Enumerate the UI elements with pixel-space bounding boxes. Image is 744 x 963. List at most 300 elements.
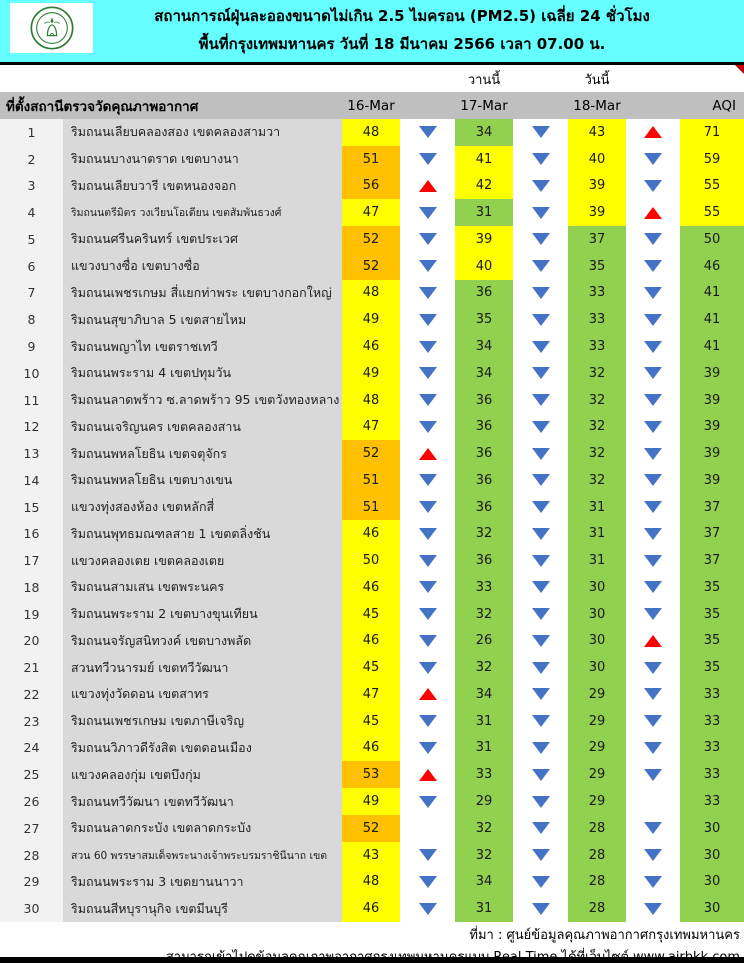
- station-name: ริมถนนตรีมิตร วงเวียนโอเดียน เขตสัมพันธวงศ์: [63, 199, 342, 226]
- pm25-value-16mar: 51: [342, 494, 400, 521]
- column-header-aqi: AQI: [712, 97, 736, 114]
- trend-down-icon: [644, 448, 662, 460]
- trend-down-icon: [644, 555, 662, 567]
- aqi-value: 33: [680, 681, 744, 708]
- trend-cell-1: [400, 708, 455, 735]
- pm25-value-18mar: 29: [568, 761, 626, 788]
- station-name: ริมถนนพระราม 3 เขตยานนาวา: [63, 868, 342, 895]
- trend-down-icon: [644, 849, 662, 861]
- trend-cell-3: [626, 119, 680, 146]
- pm25-value-18mar: 29: [568, 681, 626, 708]
- station-number: 14: [0, 467, 63, 494]
- trend-cell-3: [626, 199, 680, 226]
- trend-down-icon: [532, 715, 550, 727]
- trend-cell-1: [400, 815, 455, 842]
- pm25-value-17mar: 33: [455, 761, 513, 788]
- station-number: 8: [0, 306, 63, 333]
- trend-cell-1: [400, 360, 455, 387]
- trend-cell-2: [513, 761, 568, 788]
- trend-cell-1: [400, 761, 455, 788]
- pm25-value-17mar: 36: [455, 547, 513, 574]
- station-number: 27: [0, 815, 63, 842]
- trend-cell-3: [626, 360, 680, 387]
- table-row: [0, 574, 744, 601]
- aqi-value: 33: [680, 708, 744, 735]
- aqi-value: 41: [680, 306, 744, 333]
- trend-down-icon: [644, 501, 662, 513]
- trend-cell-3: [626, 387, 680, 414]
- station-name: ริมถนนลาดกระบัง เขตลาดกระบัง: [63, 815, 342, 842]
- table-body: [0, 119, 744, 922]
- trend-up-icon: [419, 180, 437, 192]
- pm25-value-18mar: 32: [568, 360, 626, 387]
- pm25-value-18mar: 28: [568, 895, 626, 922]
- trend-down-icon: [644, 769, 662, 781]
- pm25-value-18mar: 33: [568, 333, 626, 360]
- trend-down-icon: [644, 394, 662, 406]
- pm25-value-17mar: 31: [455, 895, 513, 922]
- pm25-value-18mar: 28: [568, 868, 626, 895]
- table-row: [0, 173, 744, 200]
- trend-down-icon: [644, 715, 662, 727]
- trend-cell-2: [513, 387, 568, 414]
- aqi-value: 55: [680, 199, 744, 226]
- station-number: 23: [0, 708, 63, 735]
- aqi-value: 39: [680, 360, 744, 387]
- station-number: 11: [0, 387, 63, 414]
- pm25-value-17mar: 36: [455, 280, 513, 307]
- pm25-value-16mar: 51: [342, 146, 400, 173]
- station-name: แขวงบางซื่อ เขตบางซื่อ: [63, 253, 342, 280]
- trend-cell-3: [626, 895, 680, 922]
- column-header-17mar: 17-Mar: [460, 97, 508, 114]
- column-header-station: ที่ตั้งสถานีตรวจวัดคุณภาพอากาศ: [6, 98, 199, 115]
- table-row: [0, 735, 744, 762]
- table-row: [0, 520, 744, 547]
- station-name: ริมถนนลาดพร้าว ซ.ลาดพร้าว 95 เขตวังทองหลาง: [63, 387, 342, 414]
- pm25-value-17mar: 36: [455, 494, 513, 521]
- pm25-value-18mar: 32: [568, 387, 626, 414]
- pm25-value-17mar: 34: [455, 681, 513, 708]
- station-number: 5: [0, 226, 63, 253]
- trend-cell-3: [626, 413, 680, 440]
- bottom-divider: [0, 957, 744, 963]
- station-name: ริมถนนพุทธมณฑลสาย 1 เขตตลิ่งชัน: [63, 520, 342, 547]
- trend-cell-1: [400, 440, 455, 467]
- trend-down-icon: [419, 207, 437, 219]
- pm25-value-18mar: 30: [568, 628, 626, 655]
- table-row: [0, 815, 744, 842]
- pm25-value-17mar: 34: [455, 119, 513, 146]
- trend-cell-2: [513, 708, 568, 735]
- trend-down-icon: [532, 233, 550, 245]
- aqi-value: 71: [680, 119, 744, 146]
- station-name: ริมถนนจรัญสนิทวงค์ เขตบางพลัด: [63, 628, 342, 655]
- table-row: [0, 654, 744, 681]
- trend-cell-2: [513, 306, 568, 333]
- aqi-value: 46: [680, 253, 744, 280]
- trend-cell-2: [513, 440, 568, 467]
- sub-label-band: [0, 65, 744, 92]
- trend-cell-3: [626, 520, 680, 547]
- pm25-value-17mar: 31: [455, 735, 513, 762]
- trend-cell-1: [400, 628, 455, 655]
- trend-down-icon: [532, 876, 550, 888]
- trend-cell-1: [400, 868, 455, 895]
- station-number: 1: [0, 119, 63, 146]
- trend-cell-1: [400, 494, 455, 521]
- pm25-value-16mar: 48: [342, 280, 400, 307]
- trend-cell-3: [626, 868, 680, 895]
- pm25-value-17mar: 32: [455, 601, 513, 628]
- trend-cell-3: [626, 842, 680, 869]
- trend-down-icon: [419, 581, 437, 593]
- pm25-value-18mar: 39: [568, 199, 626, 226]
- trend-down-icon: [532, 581, 550, 593]
- trend-down-icon: [419, 314, 437, 326]
- pm25-value-17mar: 31: [455, 199, 513, 226]
- trend-cell-2: [513, 226, 568, 253]
- trend-cell-1: [400, 146, 455, 173]
- aqi-value: 50: [680, 226, 744, 253]
- trend-cell-3: [626, 788, 680, 815]
- trend-cell-3: [626, 815, 680, 842]
- aqi-value: 59: [680, 146, 744, 173]
- trend-down-icon: [532, 688, 550, 700]
- pm25-value-18mar: 30: [568, 601, 626, 628]
- pm25-value-18mar: 43: [568, 119, 626, 146]
- trend-down-icon: [532, 126, 550, 138]
- trend-cell-2: [513, 520, 568, 547]
- station-name: ริมถนนเลียบวารี เขตหนองจอก: [63, 173, 342, 200]
- trend-cell-3: [626, 547, 680, 574]
- trend-cell-2: [513, 868, 568, 895]
- aqi-value: 41: [680, 333, 744, 360]
- station-number: 19: [0, 601, 63, 628]
- trend-down-icon: [419, 876, 437, 888]
- pm25-value-18mar: 29: [568, 735, 626, 762]
- trend-cell-2: [513, 253, 568, 280]
- trend-cell-3: [626, 761, 680, 788]
- aqi-value: 41: [680, 280, 744, 307]
- trend-up-icon: [644, 635, 662, 647]
- table-row: [0, 494, 744, 521]
- trend-down-icon: [419, 662, 437, 674]
- pm25-value-17mar: 32: [455, 654, 513, 681]
- trend-down-icon: [532, 260, 550, 272]
- trend-down-icon: [644, 608, 662, 620]
- table-row: [0, 360, 744, 387]
- station-number: 29: [0, 868, 63, 895]
- trend-down-icon: [644, 903, 662, 915]
- pm25-value-17mar: 35: [455, 306, 513, 333]
- station-number: 30: [0, 895, 63, 922]
- trend-cell-1: [400, 467, 455, 494]
- station-number: 26: [0, 788, 63, 815]
- pm25-value-16mar: 48: [342, 868, 400, 895]
- pm25-value-17mar: 29: [455, 788, 513, 815]
- trend-cell-3: [626, 467, 680, 494]
- station-number: 25: [0, 761, 63, 788]
- trend-down-icon: [532, 287, 550, 299]
- pm25-value-18mar: 31: [568, 547, 626, 574]
- trend-cell-1: [400, 413, 455, 440]
- station-number: 15: [0, 494, 63, 521]
- pm25-value-17mar: 40: [455, 253, 513, 280]
- table-row: [0, 467, 744, 494]
- station-name: ริมถนนสุขาภิบาล 5 เขตสายไหม: [63, 306, 342, 333]
- trend-down-icon: [532, 153, 550, 165]
- station-number: 24: [0, 735, 63, 762]
- pm25-value-18mar: 37: [568, 226, 626, 253]
- pm25-value-16mar: 52: [342, 440, 400, 467]
- trend-down-icon: [419, 394, 437, 406]
- trend-down-icon: [644, 314, 662, 326]
- pm25-value-16mar: 48: [342, 387, 400, 414]
- station-number: 12: [0, 413, 63, 440]
- trend-cell-1: [400, 199, 455, 226]
- trend-cell-1: [400, 681, 455, 708]
- trend-cell-2: [513, 628, 568, 655]
- station-name: แขวงคลองเตย เขตคลองเตย: [63, 547, 342, 574]
- station-number: 4: [0, 199, 63, 226]
- table-row: [0, 440, 744, 467]
- pm25-value-17mar: 36: [455, 467, 513, 494]
- trend-up-icon: [419, 448, 437, 460]
- trend-cell-2: [513, 494, 568, 521]
- trend-down-icon: [532, 180, 550, 192]
- pm25-value-16mar: 46: [342, 895, 400, 922]
- pm25-value-18mar: 33: [568, 280, 626, 307]
- aqi-value: 37: [680, 547, 744, 574]
- station-name: ริมถนนพหลโยธิน เขตจตุจักร: [63, 440, 342, 467]
- trend-cell-2: [513, 601, 568, 628]
- station-name: ริมถนนบางนาตราด เขตบางนา: [63, 146, 342, 173]
- aqi-value: 39: [680, 413, 744, 440]
- pm25-value-17mar: 32: [455, 842, 513, 869]
- station-number: 17: [0, 547, 63, 574]
- trend-down-icon: [644, 581, 662, 593]
- station-name: ริมถนนทวีวัฒนา เขตทวีวัฒนา: [63, 788, 342, 815]
- station-number: 20: [0, 628, 63, 655]
- trend-cell-2: [513, 119, 568, 146]
- trend-down-icon: [419, 233, 437, 245]
- title-banner: [0, 0, 744, 65]
- trend-cell-3: [626, 280, 680, 307]
- pm25-value-16mar: 47: [342, 681, 400, 708]
- trend-down-icon: [419, 153, 437, 165]
- aqi-value: 30: [680, 895, 744, 922]
- trend-up-icon: [644, 126, 662, 138]
- trend-down-icon: [532, 822, 550, 834]
- table-header-row: [0, 92, 744, 119]
- trend-cell-3: [626, 253, 680, 280]
- pm25-value-16mar: 53: [342, 761, 400, 788]
- station-name: ริมถนนเพชรเกษม สี่แยกท่าพระ เขตบางกอกใหญ่: [63, 280, 342, 307]
- trend-down-icon: [532, 635, 550, 647]
- station-name: แขวงทุ่งสองห้อง เขตหลักสี่: [63, 494, 342, 521]
- trend-down-icon: [644, 233, 662, 245]
- trend-cell-1: [400, 226, 455, 253]
- pm25-value-16mar: 46: [342, 333, 400, 360]
- trend-cell-1: [400, 119, 455, 146]
- station-name: ริมถนนพญาไท เขตราชเทวี: [63, 333, 342, 360]
- trend-down-icon: [419, 287, 437, 299]
- station-name: ริมถนนสามเสน เขตพระนคร: [63, 574, 342, 601]
- trend-up-icon: [644, 207, 662, 219]
- pm25-value-16mar: 45: [342, 654, 400, 681]
- trend-down-icon: [532, 367, 550, 379]
- trend-down-icon: [419, 742, 437, 754]
- trend-cell-3: [626, 628, 680, 655]
- pm25-value-17mar: 34: [455, 360, 513, 387]
- station-number: 16: [0, 520, 63, 547]
- trend-cell-2: [513, 173, 568, 200]
- pm25-value-17mar: 36: [455, 387, 513, 414]
- trend-cell-1: [400, 574, 455, 601]
- aqi-value: 35: [680, 628, 744, 655]
- station-name: ริมถนนเจริญนคร เขตคลองสาน: [63, 413, 342, 440]
- pm25-value-16mar: 52: [342, 253, 400, 280]
- trend-down-icon: [419, 501, 437, 513]
- trend-down-icon: [644, 742, 662, 754]
- pm25-value-16mar: 46: [342, 735, 400, 762]
- trend-down-icon: [644, 367, 662, 379]
- pm25-value-17mar: 33: [455, 574, 513, 601]
- pm25-value-16mar: 46: [342, 574, 400, 601]
- trend-cell-1: [400, 547, 455, 574]
- aqi-value: 30: [680, 815, 744, 842]
- pm25-value-16mar: 56: [342, 173, 400, 200]
- station-name: ริมถนนพหลโยธิน เขตบางเขน: [63, 467, 342, 494]
- table-row: [0, 387, 744, 414]
- pm25-value-18mar: 35: [568, 253, 626, 280]
- trend-cell-1: [400, 306, 455, 333]
- trend-down-icon: [532, 448, 550, 460]
- trend-down-icon: [644, 528, 662, 540]
- trend-cell-1: [400, 333, 455, 360]
- table-row: [0, 868, 744, 895]
- pm25-value-18mar: 32: [568, 440, 626, 467]
- trend-cell-2: [513, 654, 568, 681]
- trend-cell-2: [513, 815, 568, 842]
- trend-cell-2: [513, 467, 568, 494]
- table-row: [0, 306, 744, 333]
- trend-cell-1: [400, 253, 455, 280]
- pm25-value-18mar: 29: [568, 788, 626, 815]
- trend-down-icon: [644, 341, 662, 353]
- pm25-value-16mar: 43: [342, 842, 400, 869]
- trend-down-icon: [532, 903, 550, 915]
- trend-cell-2: [513, 413, 568, 440]
- pm25-value-18mar: 30: [568, 574, 626, 601]
- pm25-value-17mar: 34: [455, 333, 513, 360]
- pm25-value-16mar: 47: [342, 413, 400, 440]
- trend-down-icon: [532, 501, 550, 513]
- table-row: [0, 788, 744, 815]
- trend-cell-1: [400, 842, 455, 869]
- trend-cell-3: [626, 333, 680, 360]
- trend-cell-2: [513, 280, 568, 307]
- aqi-value: 39: [680, 467, 744, 494]
- station-name: ริมถนนศรีนครินทร์ เขตประเวศ: [63, 226, 342, 253]
- bma-logo: [10, 3, 93, 53]
- trend-down-icon: [644, 662, 662, 674]
- trend-down-icon: [644, 474, 662, 486]
- station-name: สวนทวีวนารมย์ เขตทวีวัฒนา: [63, 654, 342, 681]
- pm25-value-16mar: 47: [342, 199, 400, 226]
- trend-cell-3: [626, 173, 680, 200]
- bma-seal-icon: [29, 5, 75, 51]
- trend-cell-1: [400, 654, 455, 681]
- trend-cell-1: [400, 735, 455, 762]
- aqi-value: 55: [680, 173, 744, 200]
- trend-cell-2: [513, 333, 568, 360]
- pm25-value-18mar: 33: [568, 306, 626, 333]
- pm25-value-17mar: 32: [455, 520, 513, 547]
- trend-down-icon: [644, 260, 662, 272]
- column-header-16mar: 16-Mar: [347, 97, 395, 114]
- pm25-value-18mar: 28: [568, 842, 626, 869]
- report-title-line1: สถานการณ์ฝุ่นละอองขนาดไม่เกิน 2.5 ไมครอน (PM2.5) เฉลี่ย 24 ชั่วโมง: [154, 7, 650, 26]
- trend-cell-3: [626, 681, 680, 708]
- station-name: ริมถนนสีหบุรานุกิจ เขตมีนบุรี: [63, 895, 342, 922]
- trend-down-icon: [532, 474, 550, 486]
- trend-cell-1: [400, 280, 455, 307]
- pm25-value-16mar: 51: [342, 467, 400, 494]
- pm25-value-17mar: 31: [455, 708, 513, 735]
- trend-down-icon: [532, 608, 550, 620]
- report-title-line2: พื้นที่กรุงเทพมหานคร วันที่ 18 มีนาคม 2566 เวลา 07.00 น.: [198, 35, 606, 53]
- pm25-value-16mar: 52: [342, 815, 400, 842]
- table-row: [0, 253, 744, 280]
- pm25-value-17mar: 32: [455, 815, 513, 842]
- aqi-value: 35: [680, 601, 744, 628]
- trend-cell-2: [513, 199, 568, 226]
- trend-down-icon: [532, 849, 550, 861]
- station-number: 18: [0, 574, 63, 601]
- pm25-value-18mar: 28: [568, 815, 626, 842]
- pm25-value-16mar: 49: [342, 360, 400, 387]
- aqi-value: 37: [680, 520, 744, 547]
- trend-up-icon: [419, 688, 437, 700]
- trend-cell-1: [400, 601, 455, 628]
- table-row: [0, 280, 744, 307]
- trend-cell-3: [626, 494, 680, 521]
- station-number: 2: [0, 146, 63, 173]
- station-name: ริมถนนเพชรเกษม เขตภาษีเจริญ: [63, 708, 342, 735]
- station-number: 10: [0, 360, 63, 387]
- trend-down-icon: [532, 207, 550, 219]
- table-row: [0, 628, 744, 655]
- trend-cell-1: [400, 173, 455, 200]
- trend-down-icon: [419, 849, 437, 861]
- pm25-value-16mar: 45: [342, 708, 400, 735]
- pm25-value-16mar: 49: [342, 306, 400, 333]
- pm25-value-16mar: 49: [342, 788, 400, 815]
- station-name: แขวงคลองกุ่ม เขตบึงกุ่ม: [63, 761, 342, 788]
- pm25-value-16mar: 45: [342, 601, 400, 628]
- aqi-value: 39: [680, 387, 744, 414]
- trend-cell-1: [400, 387, 455, 414]
- table-row: [0, 413, 744, 440]
- aqi-value: 37: [680, 494, 744, 521]
- station-number: 9: [0, 333, 63, 360]
- pm25-value-17mar: 34: [455, 868, 513, 895]
- trend-cell-2: [513, 895, 568, 922]
- trend-down-icon: [532, 662, 550, 674]
- pm25-value-18mar: 39: [568, 173, 626, 200]
